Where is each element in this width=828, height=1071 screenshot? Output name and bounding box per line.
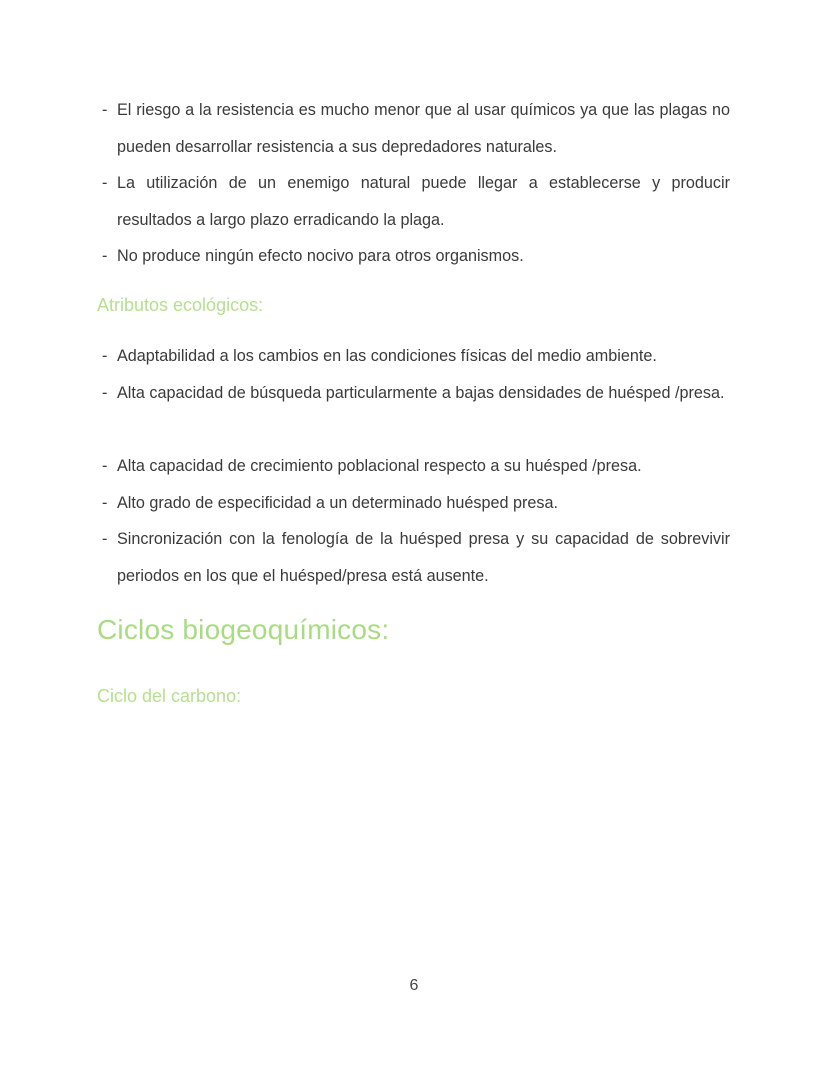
bullet-dash: -	[102, 384, 108, 402]
list-item-text: La utilización de un enemigo natural puede llegar a establecerse y producir resultados a largo plazo erradicando la plaga.	[117, 174, 730, 229]
bullet-dash: -	[102, 247, 108, 265]
bullet-dash: -	[102, 174, 108, 192]
page-number: 6	[409, 977, 419, 994]
section-heading-ecological-attributes: Atributos ecológicos:	[97, 295, 264, 315]
bullet-dash: -	[102, 530, 108, 548]
section-title: Ciclos biogeoquímicos:	[97, 614, 390, 645]
list-item-text: Alta capacidad de crecimiento poblacional respecto a su huésped /presa.	[117, 457, 642, 475]
list-item-text: Adaptabilidad a los cambios en las condiciones físicas del medio ambiente.	[117, 347, 657, 365]
section-subtitle: Ciclo del carbono:	[97, 686, 242, 706]
bullet-dash: -	[102, 101, 108, 119]
list-item-text: El riesgo a la resistencia es mucho menor que al usar químicos ya que las plagas no pueden desarrollar resistencia a sus depredadores naturales.	[117, 101, 730, 156]
list-item	[102, 338, 730, 375]
list-item	[102, 521, 730, 594]
list-item-text: Alta capacidad de búsqueda particularmente a bajas densidades de huésped /presa.	[117, 384, 725, 402]
bullet-dash: -	[102, 494, 108, 512]
list-item	[102, 92, 730, 165]
list-item	[102, 448, 730, 485]
list-item	[102, 238, 730, 275]
bullet-dash: -	[102, 347, 108, 365]
list-item	[102, 165, 730, 238]
list-item-text: Sincronización con la fenología de la huésped presa y su capacidad de sobrevivir periodos en los que el huésped/presa está ausente.	[117, 530, 730, 585]
list-item	[102, 485, 730, 522]
list-item-text: No produce ningún efecto nocivo para otros organismos.	[117, 247, 524, 265]
bullet-dash: -	[102, 457, 108, 475]
list-item-text: Alto grado de especificidad a un determinado huésped presa.	[117, 494, 558, 512]
list-item	[102, 375, 730, 412]
